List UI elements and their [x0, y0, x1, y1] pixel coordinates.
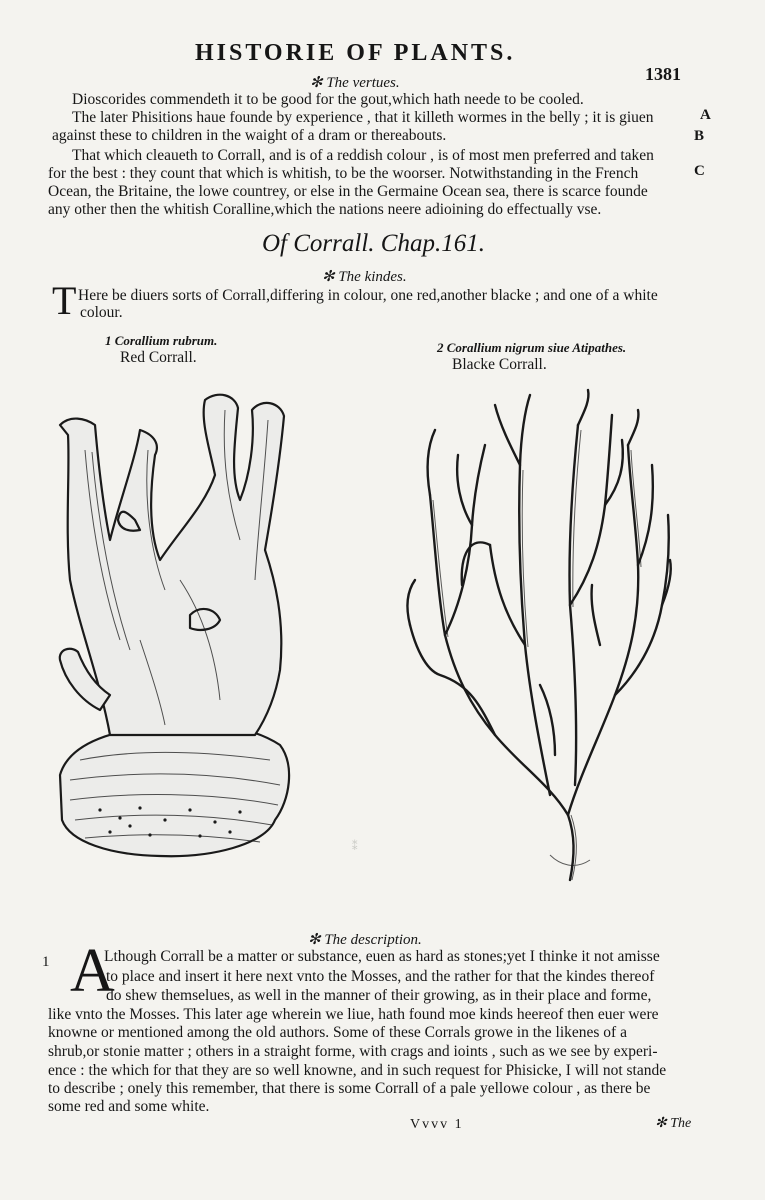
description-line-1: Lthough Corrall be a matter or substance, euen as hard as stones;yet I thinke it not amisse [104, 948, 660, 965]
description-number: 1 [42, 954, 50, 970]
description-line-9: some red and some white. [48, 1098, 210, 1115]
black-coral-illustration [400, 385, 680, 890]
margin-letter-b: B [694, 128, 705, 144]
vertues-line-1: Dioscorides commendeth it to be good for the gout,which hath neede to be cooled. [72, 91, 584, 108]
figure2-latin-caption: 2 Corallium nigrum siue Atipathes. [437, 340, 627, 355]
running-head: HISTORIE OF PLANTS. [195, 40, 516, 66]
description-line-7: ence : the which for that they are so well knowne, and in such request for Phisicke, I will not stande [48, 1062, 667, 1079]
description-dropcap: A [70, 937, 115, 1005]
vertues-line-6: Ocean, the Britaine, the lowe countrey, or else in the Germaine Ocean sea, there is scarce founde [48, 183, 648, 200]
vertues-line-3: against these to children in the waight of a dram or thereabouts. [52, 127, 447, 144]
margin-letter-a: A [700, 107, 711, 123]
figure2-english-caption: Blacke Corrall. [452, 356, 547, 373]
vertues-line-5: for the best : they count that which is whitish, to be the woorser. Notwithstanding in the French [48, 165, 639, 182]
description-line-3: do shew themselues, as well in the manner of their growing, as in their place and forme, [106, 987, 652, 1004]
description-line-4: like vnto the Mosses. This later age wherein we liue, hath found moe kinds heereof then euer were [48, 1006, 659, 1023]
vertues-line-2: The later Phisitions haue founde by experience , that it killeth wormes in the belly ; it is giuen [72, 109, 654, 126]
catchword: ✻ The [655, 1116, 692, 1131]
margin-letter-c: C [694, 163, 705, 179]
kindes-dropcap: T [52, 278, 77, 323]
description-heading: ✻ The description. [308, 932, 422, 948]
red-coral-illustration [40, 380, 330, 860]
vertues-line-7: any other then the whitish Coralline,which the nations neere adioining do effectually vse. [48, 201, 602, 218]
description-line-5: knowne or mentioned among the old authors. Some of these Corrals growe in the likenes of a [48, 1024, 627, 1041]
description-line-8: to describe ; onely this remember, that there is some Corrall of a pale yellowe colour , as there be [48, 1080, 651, 1097]
figure1-latin-caption: 1 Corallium rubrum. [105, 333, 218, 348]
description-line-2: to place and insert it here next vnto the Mosses, and the rather for that the kindes thereof [106, 968, 655, 985]
kindes-line-1: Here be diuers sorts of Corrall,differing in colour, one red,another blacke ; and one of a white [78, 287, 658, 304]
signature-mark: Vvvv 1 [410, 1117, 464, 1132]
vertues-heading: ✻ The vertues. [310, 75, 400, 91]
vertues-line-4: That which cleaueth to Corrall, and is of a reddish colour , is of most men preferred and taken [72, 147, 654, 164]
paper-ghost-mark: ⁑ [352, 841, 358, 853]
kindes-heading: ✻ The kindes. [322, 269, 407, 285]
page-number: 1381 [645, 64, 681, 84]
kindes-line-2: colour. [80, 304, 123, 321]
figure1-english-caption: Red Corrall. [120, 349, 197, 366]
description-line-6: shrub,or stonie matter ; others in a straight forme, with crags and ioints , such as we see by experi- [48, 1043, 658, 1060]
chapter-title: Of Corrall. Chap.161. [262, 230, 485, 257]
